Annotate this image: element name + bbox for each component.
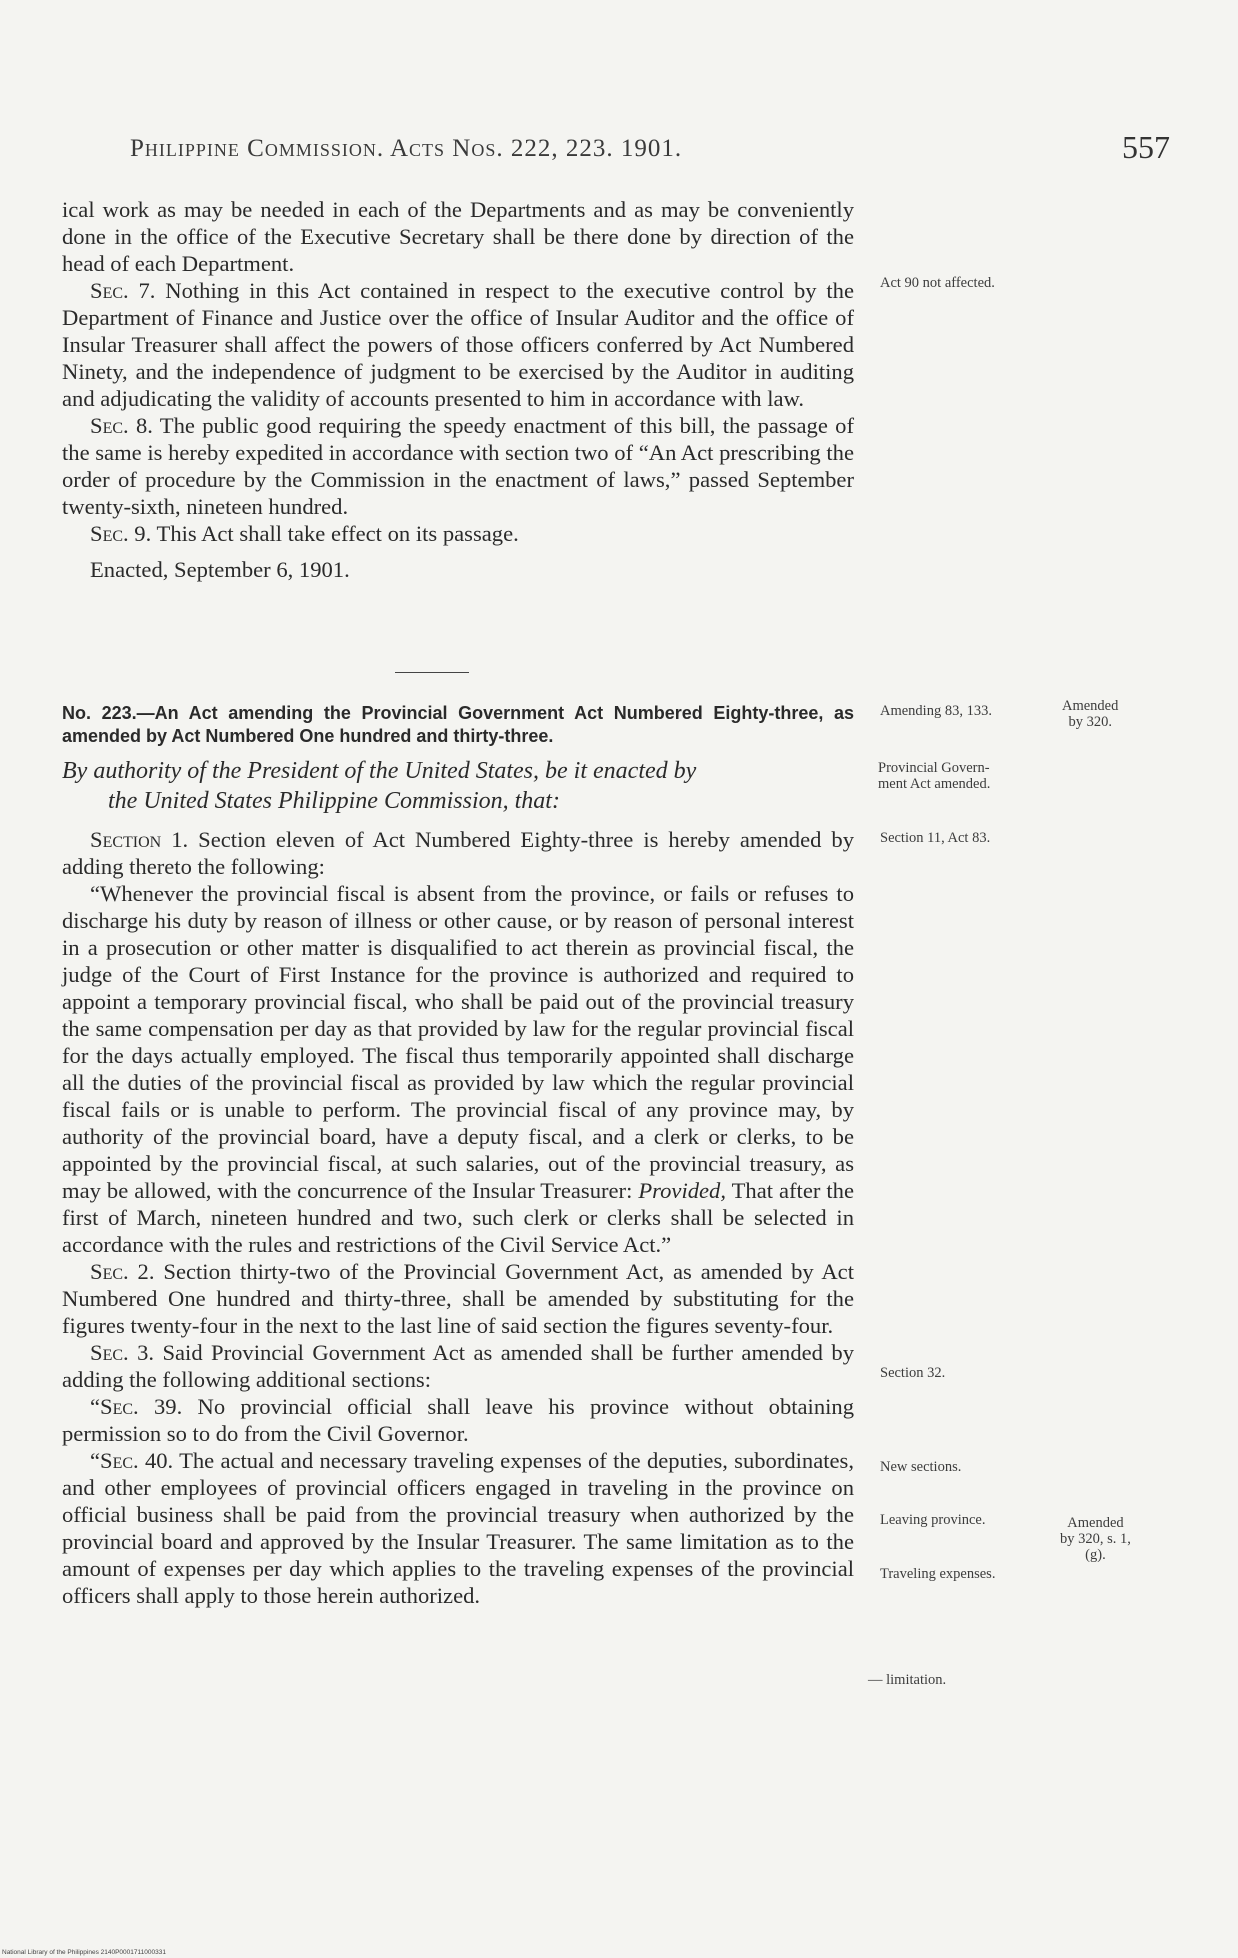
margin-note-amending: Amending 83, 133.	[880, 703, 992, 719]
section-1-text: Section eleven of Act Numbered Eighty-three is hereby amended by adding thereto the following:	[62, 827, 854, 879]
section-7-label: Sec. 7.	[90, 278, 156, 303]
margin-note-amended-by-320-s1: Amended by 320, s. 1, (g).	[1060, 1515, 1131, 1563]
section-40-text: The actual and necessary traveling expenses of the deputies, subordinates, and other employees of provincial officers engaged in traveling in the province on official business shall be paid from the provincial treasury when authorized by the provincial board and approved by the Insular Treasurer. The same limitation as to the amount of expenses per day which applies to the traveling expenses of the provincial officers shall apply to those herein authorized.	[62, 1448, 855, 1608]
section-7	[62, 277, 854, 412]
enacted-date: Enacted, September 6, 1901.	[90, 557, 350, 582]
margin-note-traveling-expenses: Traveling expenses.	[880, 1566, 996, 1582]
margin-note-new-sections: New sections.	[880, 1459, 962, 1475]
enacting-line-1: By authority of the President of the United States, be it enacted by	[62, 758, 697, 784]
section-2-label: Sec. 2.	[90, 1259, 155, 1284]
section-2-text: Section thirty-two of the Provincial Government Act, as amended by Act Numbered One hundred and thirty-three, shall be amended by substituting for the figures twenty-four in the next to the last line of said section the figures seventy-four.	[62, 1259, 854, 1338]
section-9	[62, 520, 854, 547]
margin-note-section-11: Section 11, Act 83.	[880, 830, 991, 846]
section-39-label: “Sec. 39.	[90, 1394, 183, 1419]
section-8-text: The public good requiring the speedy enactment of this bill, the passage of the same is hereby expedited in accordance with section two of “An Act prescribing the order of procedure by the Commission in the enactment of laws,” passed September twenty-sixth, nineteen hundred.	[62, 413, 854, 519]
quote-part-a: “Whenever the provincial fiscal is absent from the province, or fails or refuses to discharge his duty by reason of illness or other cause, or by reason of personal interest in a prosecution or other matter is disqualified to act therein as provincial fiscal, the judge of the Court of First Instance for the province is authorized and required to appoint a temporary provincial fiscal, who shall be paid out of the provincial treasury the same compensation per day as that provided by law for the regular provincial fiscal for the days actually employed. The fiscal thus temporarily appointed shall discharge all the duties of the provincial fiscal as provided by law which the regular provincial fiscal fails or is unable to perform. The provincial fiscal of any province may, by authority of the provincial board, have a deputy fiscal, and a clerk or clerks, to be appointed by the provincial fiscal, at such salaries, out of the provincial treasury, as may be allowed, with the concurrence of the Insular Treasurer:	[62, 881, 854, 1203]
margin-note-amended-by-320: Amended by 320.	[1062, 698, 1119, 730]
scan-footer: National Library of the Philippines 2140P0001711000331	[2, 1949, 166, 1956]
paragraph-continuation: ical work as may be needed in each of the Departments and as may be conveniently done in the office of the Executive Secretary shall be there done by direction of the head of each Department.	[62, 197, 854, 276]
section-1-label: Section 1.	[90, 827, 189, 852]
section-9-text: This Act shall take effect on its passage.	[156, 521, 519, 546]
page-number: 557	[1122, 129, 1170, 165]
quote-part-b: That after the first of March, nineteen hundred and two, such clerk or clerks shall be selected in accordance with the rules and restrictions of the Civil Service Act.”	[62, 1178, 854, 1257]
act-222-continued	[62, 196, 854, 583]
section-39	[62, 1393, 854, 1447]
provided-word: Provided,	[638, 1178, 726, 1203]
section-9-label: Sec. 9.	[90, 521, 152, 546]
act-223	[62, 702, 854, 1609]
section-1-quote	[62, 880, 854, 1258]
section-8	[62, 412, 854, 520]
section-2	[62, 1258, 854, 1339]
margin-note-provincial-government: Provincial Govern- ment Act amended.	[878, 760, 991, 792]
section-40	[62, 1447, 854, 1609]
section-3	[62, 1339, 854, 1393]
section-3-label: Sec. 3.	[90, 1340, 155, 1365]
section-1	[62, 826, 854, 880]
running-head: Philippine Commission. Acts Nos. 222, 223. 1901.	[130, 135, 683, 162]
margin-note-leaving-province: Leaving province.	[880, 1512, 986, 1528]
enacting-clause	[62, 756, 854, 816]
margin-note-act90: Act 90 not affected.	[880, 275, 995, 291]
act-223-heading: No. 223.—An Act amending the Provincial Government Act Numbered Eighty-three, as amended by Act Numbered One hundred and thirty-three.	[62, 703, 854, 746]
enacting-line-2: the United States Philippine Commission, that:	[108, 788, 560, 814]
section-39-text: No provincial official shall leave his province without obtaining permission so to do from the Civil Governor.	[62, 1394, 854, 1446]
margin-note-limitation: — limitation.	[868, 1672, 947, 1688]
section-40-label: “Sec. 40.	[90, 1448, 174, 1473]
section-8-label: Sec. 8.	[90, 413, 153, 438]
section-7-text: Nothing in this Act contained in respect to the executive control by the Department of Finance and Justice over the office of Insular Auditor and the office of Insular Treasurer shall affect the powers of those officers conferred by Act Numbered Ninety, and the independence of judgment to be exercised by the Auditor in auditing and adjudicating the validity of accounts presented to him in accordance with law.	[62, 278, 854, 411]
running-header	[130, 129, 1170, 173]
margin-note-section-32: Section 32.	[880, 1365, 946, 1381]
section-3-text: Said Provincial Government Act as amended shall be further amended by adding the following additional sections:	[62, 1340, 854, 1392]
section-divider	[395, 672, 469, 673]
